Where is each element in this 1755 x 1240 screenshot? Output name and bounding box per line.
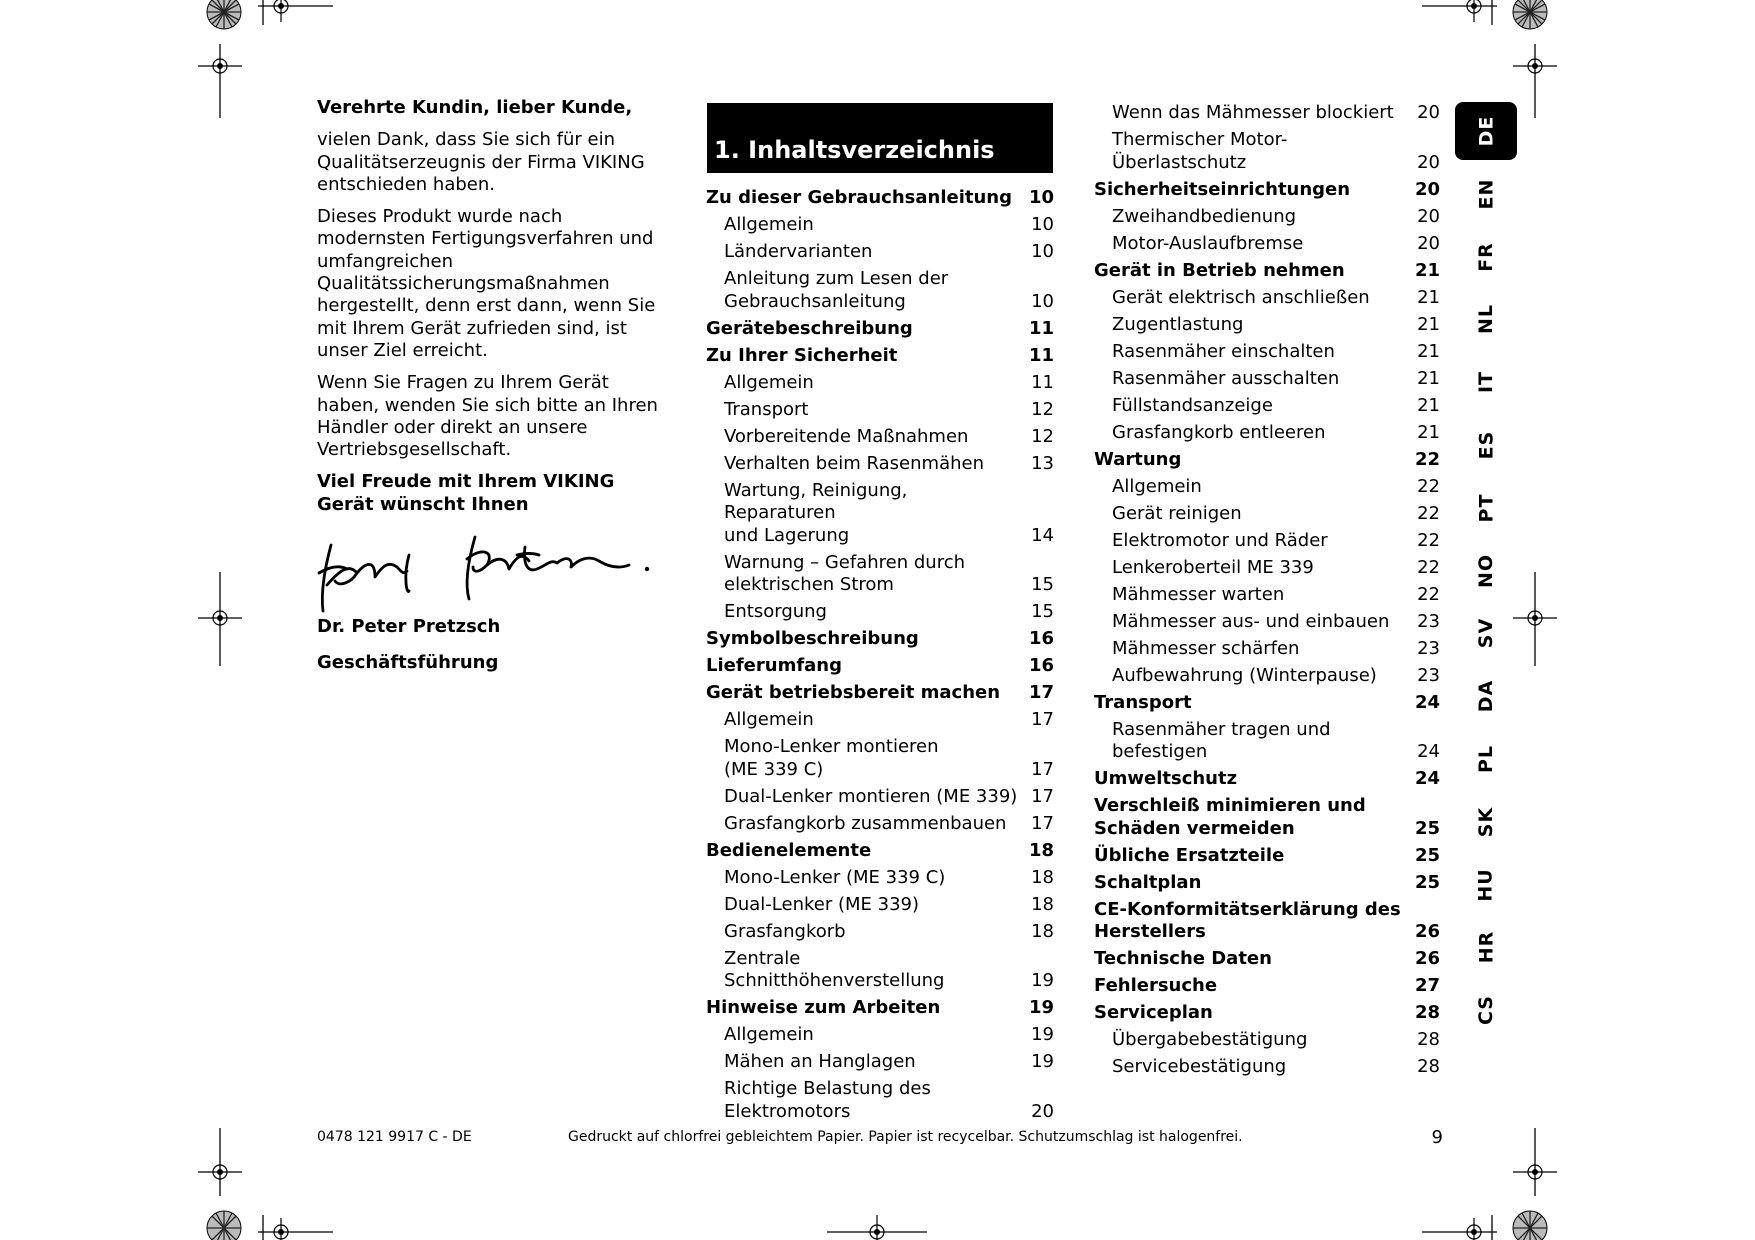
toc-entry-page: 10 (1028, 187, 1054, 208)
toc-entry-page: 22 (1417, 502, 1440, 524)
toc-section (1094, 845, 1440, 868)
toc-entry-label: Motor-Auslaufbremse (1112, 232, 1304, 254)
toc-entry-label: Zweihandbedienung (1112, 205, 1297, 227)
toc-column-2 (1094, 102, 1440, 1083)
language-tabs (1455, 102, 1517, 1112)
toc-entry-label: Servicebestätigung (1112, 1056, 1287, 1077)
toc-entry-label: Thermischer Motor-Überlastschutz (1112, 129, 1288, 173)
toc-entry-page: 11 (1031, 371, 1054, 393)
toc-section (706, 840, 1054, 863)
toc-entry-page: 10 (1031, 241, 1054, 262)
toc-subsection (706, 709, 1054, 732)
toc-subsection (1094, 395, 1440, 418)
toc-entry-label: Übergabebestätigung (1112, 1029, 1308, 1050)
toc-entry-page: 15 (1031, 601, 1054, 622)
toc-subsection (1094, 530, 1440, 553)
language-tab-label: FR (1474, 241, 1497, 272)
toc-section (1094, 872, 1440, 895)
toc-section (1094, 975, 1440, 998)
toc-section (706, 345, 1054, 368)
toc-entry-label: Grasfangkorb entleeren (1112, 421, 1326, 443)
toc-entry-page: 18 (1028, 839, 1054, 861)
language-tab-label: NO (1475, 553, 1497, 588)
toc-entry-label: Dual-Lenker (ME 339) (724, 893, 919, 915)
toc-subsection (1094, 557, 1440, 580)
target-bl-bottom (258, 1218, 333, 1240)
toc-entry-label: Anleitung zum Lesen der Gebrauchsanleitung (724, 268, 949, 312)
letter-paragraph: Dieses Produkt wurde nach modernsten Fertigungsverfahren und umfangreichen Qualitätssicherungsmaßnahmen hergestellt, denn erst dann, wenn Sie mit Ihrem Gerät zufrieden sind, ist unser Ziel erreicht. (317, 206, 656, 361)
toc-entry-label: Zu dieser Gebrauchsanleitung (706, 187, 1012, 208)
toc-section (706, 628, 1054, 651)
toc-entry-page: 28 (1417, 1056, 1440, 1077)
toc-section (1094, 260, 1440, 283)
toc-entry-page: 21 (1417, 421, 1440, 443)
toc-entry-page: 19 (1031, 1051, 1054, 1072)
toc-entry-label: Vorbereitende Maßnahmen (724, 425, 969, 447)
toc-subsection (706, 214, 1054, 237)
toc-entry-label: Fehlersuche (1094, 975, 1218, 996)
toc-entry-page: 19 (1028, 997, 1054, 1018)
language-tab-label: IT (1475, 371, 1497, 394)
toc-entry-page: 21 (1417, 286, 1440, 308)
toc-entry-label: Mähmesser aus- und einbauen (1112, 610, 1390, 632)
toc-entry-label: Allgemein (1112, 475, 1202, 497)
toc-entry-page: 18 (1031, 893, 1054, 915)
toc-entry-label: Mono-Lenker (ME 339 C) (724, 866, 946, 888)
toc-entry-label: Zu Ihrer Sicherheit (706, 344, 898, 366)
toc-entry-page: 10 (1031, 290, 1054, 312)
toc-entry-label: Lenkeroberteil ME 339 (1112, 556, 1314, 578)
toc-entry-page: 24 (1414, 691, 1440, 713)
toc-entry-page: 25 (1414, 817, 1440, 839)
toc-entry-page: 11 (1028, 317, 1054, 339)
language-tab-label: HU (1475, 867, 1497, 902)
toc-subsection (1094, 368, 1440, 391)
toc-column-1 (706, 187, 1054, 1128)
toc-entry-label: Ländervarianten (724, 241, 873, 262)
toc-entry-page: 23 (1417, 664, 1440, 686)
toc-entry-page: 13 (1031, 452, 1054, 474)
toc-entry-label: Mono-Lenker montieren (ME 339 C) (724, 736, 939, 780)
toc-entry-label: Richtige Belastung des Elektromotors (724, 1078, 931, 1122)
toc-subsection (1094, 129, 1440, 174)
toc-entry-label: Rasenmäher einschalten (1112, 340, 1335, 362)
language-tab-no (1455, 542, 1517, 600)
language-tab-label: CS (1474, 995, 1497, 1026)
toc-entry-label: Füllstandsanzeige (1112, 394, 1273, 416)
toc-subsection (1094, 719, 1440, 764)
toc-section (1094, 179, 1440, 202)
toc-subsection (1094, 341, 1440, 364)
toc-entry-label: Gerät in Betrieb nehmen (1094, 259, 1345, 281)
toc-subsection (706, 268, 1054, 313)
toc-section (706, 655, 1054, 678)
toc-entry-label: Entsorgung (724, 601, 827, 622)
toc-entry-page: 26 (1414, 948, 1440, 969)
target-tr-top (1422, 0, 1497, 22)
toc-entry-label: Allgemein (724, 371, 814, 393)
toc-subsection (706, 1051, 1054, 1074)
toc-subsection (706, 894, 1054, 917)
toc-entry-page: 25 (1414, 871, 1440, 893)
toc-entry-page: 19 (1031, 1024, 1054, 1045)
toc-subsection (706, 1078, 1054, 1123)
toc-entry-label: Transport (724, 398, 809, 420)
toc-section (1094, 692, 1440, 715)
toc-entry-page: 28 (1414, 1002, 1440, 1023)
toc-entry-page: 12 (1031, 425, 1054, 447)
toc-entry-label: Zentrale Schnitthöhenverstellung (724, 947, 945, 991)
toc-subsection (706, 813, 1054, 836)
toc-entry-page: 17 (1031, 812, 1054, 834)
handwritten-signature (317, 525, 677, 615)
toc-subsection (1094, 503, 1440, 526)
language-tab-label: SK (1474, 806, 1497, 838)
toc-entry-label: Symbolbeschreibung (706, 628, 919, 649)
toc-subsection (706, 480, 1054, 548)
toc-subsection (1094, 1029, 1440, 1052)
toc-subsection (1094, 611, 1440, 634)
toc-entry-label: Transport (1094, 691, 1192, 713)
star-target-tl (207, 0, 241, 29)
toc-entry-page: 10 (1031, 214, 1054, 235)
language-tab-label: PL (1474, 744, 1497, 774)
toc-subsection (1094, 638, 1440, 661)
toc-entry-page: 22 (1417, 583, 1440, 605)
toc-entry-page: 22 (1417, 556, 1440, 578)
toc-subsection (706, 426, 1054, 449)
toc-entry-page: 20 (1417, 102, 1440, 123)
toc-entry-label: Allgemein (724, 1024, 814, 1045)
toc-section (1094, 899, 1440, 944)
toc-entry-page: 21 (1417, 313, 1440, 335)
toc-subsection (706, 1024, 1054, 1047)
toc-subsection (706, 786, 1054, 809)
toc-subsection (706, 601, 1054, 624)
toc-entry-label: Lieferumfang (706, 655, 843, 676)
toc-entry-page: 18 (1031, 866, 1054, 888)
toc-subsection (1094, 233, 1440, 256)
toc-entry-label: Gerätebeschreibung (706, 317, 913, 339)
toc-entry-label: Schaltplan (1094, 871, 1202, 893)
toc-section (706, 682, 1054, 705)
toc-entry-page: 24 (1417, 741, 1440, 762)
toc-entry-page: 18 (1031, 920, 1054, 942)
toc-entry-label: Rasenmäher tragen und befestigen (1112, 718, 1331, 762)
letter-closing: Viel Freude mit Ihrem VIKING Gerät wünscht Ihnen (317, 471, 615, 515)
toc-entry-label: Bedienelemente (706, 839, 872, 861)
toc-subsection (706, 552, 1054, 597)
toc-entry-page: 20 (1414, 178, 1440, 200)
toc-entry-page: 22 (1417, 529, 1440, 551)
toc-subsection (706, 736, 1054, 781)
toc-section (1094, 795, 1440, 840)
toc-subsection (706, 921, 1054, 944)
letter-paragraph: Wenn Sie Fragen zu Ihrem Gerät haben, wenden Sie sich bitte an Ihren Händler oder direkt an unsere Vertriebsgesellschaft. (317, 372, 658, 461)
welcome-letter (317, 97, 667, 526)
toc-entry-label: Verhalten beim Rasenmähen (724, 452, 984, 474)
language-tab-pl (1455, 730, 1517, 788)
toc-subsection (706, 399, 1054, 422)
toc-subsection (1094, 206, 1440, 229)
toc-entry-page: 20 (1417, 151, 1440, 173)
toc-entry-page: 23 (1417, 637, 1440, 659)
toc-entry-page: 19 (1031, 970, 1054, 991)
toc-subsection (1094, 665, 1440, 688)
toc-entry-page: 27 (1414, 975, 1440, 996)
toc-section (706, 187, 1054, 210)
toc-subsection (1094, 422, 1440, 445)
toc-section (1094, 768, 1440, 791)
language-tab-cs (1455, 981, 1517, 1039)
toc-subsection (1094, 584, 1440, 607)
toc-entry-page: 21 (1417, 367, 1440, 389)
target-br-bottom (1422, 1218, 1497, 1240)
star-target-bl (207, 1211, 241, 1240)
paper-note: Gedruckt auf chlorfrei gebleichtem Papier. Papier ist recycelbar. Schutzumschlag ist halogenfrei. (568, 1129, 1243, 1145)
toc-subsection (1094, 476, 1440, 499)
toc-entry-label: Sicherheitseinrichtungen (1094, 178, 1351, 200)
toc-subsection (1094, 1056, 1440, 1079)
language-tab-label: DE (1474, 115, 1497, 147)
language-tab-label: SV (1474, 618, 1497, 649)
toc-entry-page: 16 (1028, 655, 1054, 676)
toc-entry-label: Gerät reinigen (1112, 502, 1242, 524)
toc-entry-page: 17 (1031, 758, 1054, 780)
language-tab-pt (1455, 479, 1517, 537)
language-tab-hu (1455, 856, 1517, 914)
toc-entry-page: 14 (1031, 524, 1054, 546)
toc-entry-page: 12 (1031, 398, 1054, 420)
toc-entry-page: 17 (1028, 682, 1054, 703)
language-tab-de (1455, 102, 1517, 160)
document-code: 0478 121 9917 C - DE (317, 1129, 472, 1145)
language-tab-fr (1455, 228, 1517, 286)
toc-entry-label: Technische Daten (1094, 948, 1272, 969)
page-number: 9 (1431, 1127, 1443, 1148)
toc-entry-page: 17 (1031, 785, 1054, 807)
language-tab-es (1455, 416, 1517, 474)
language-tab-label: EN (1474, 178, 1497, 210)
toc-entry-page: 11 (1028, 344, 1054, 366)
toc-entry-label: Allgemein (724, 709, 814, 730)
toc-entry-label: Warnung – Gefahren durch elektrischen Strom (724, 551, 966, 595)
toc-entry-page: 21 (1417, 394, 1440, 416)
toc-entry-page: 22 (1414, 448, 1440, 470)
language-tab-label: PT (1474, 493, 1497, 523)
toc-entry-page: 20 (1031, 1100, 1054, 1122)
signer-name: Dr. Peter Pretzsch (317, 616, 501, 637)
language-tab-label: DA (1474, 679, 1497, 713)
toc-entry-label: Wenn das Mähmesser blockiert (1112, 102, 1394, 123)
toc-entry-label: Aufbewahrung (Winterpause) (1112, 664, 1377, 686)
target-bottom-center (827, 1215, 927, 1240)
toc-entry-label: Serviceplan (1094, 1002, 1213, 1023)
letter-greeting: Verehrte Kundin, lieber Kunde, (317, 97, 633, 118)
language-tab-label: NL (1474, 304, 1497, 335)
toc-entry-label: Umweltschutz (1094, 768, 1238, 789)
toc-entry-page: 21 (1414, 259, 1440, 281)
toc-entry-page: 20 (1417, 205, 1440, 227)
letter-paragraph: vielen Dank, dass Sie sich für ein Qualitätserzeugnis der Firma VIKING entschieden haben. (317, 129, 645, 195)
toc-title: 1. Inhaltsverzeichnis (707, 103, 1053, 173)
toc-entry-label: Elektromotor und Räder (1112, 529, 1328, 551)
language-tab-nl (1455, 290, 1517, 348)
toc-entry-page: 28 (1417, 1029, 1440, 1050)
toc-entry-label: Übliche Ersatzteile (1094, 844, 1285, 866)
toc-subsection (1094, 314, 1440, 337)
toc-entry-label: Gerät betriebsbereit machen (706, 682, 1001, 703)
language-tab-en (1455, 165, 1517, 223)
toc-entry-label: Grasfangkorb (724, 920, 846, 942)
signer-role: Geschäftsführung (317, 652, 499, 673)
language-tab-label: ES (1474, 430, 1497, 460)
toc-entry-label: Mähen an Hanglagen (724, 1051, 916, 1072)
language-tab-it (1455, 353, 1517, 411)
toc-entry-page: 20 (1417, 232, 1440, 254)
toc-entry-page: 21 (1417, 340, 1440, 362)
toc-entry-page: 17 (1031, 709, 1054, 730)
toc-section (706, 997, 1054, 1020)
target-tl-top (258, 0, 333, 22)
toc-section (706, 318, 1054, 341)
toc-entry-label: Mähmesser schärfen (1112, 637, 1300, 659)
language-tab-sk (1455, 793, 1517, 851)
star-target-br (1513, 1211, 1547, 1240)
toc-subsection (706, 453, 1054, 476)
toc-subsection (1094, 287, 1440, 310)
toc-subsection (1094, 102, 1440, 125)
toc-entry-label: Zugentlastung (1112, 313, 1244, 335)
star-target-tr (1513, 0, 1547, 29)
toc-subsection (706, 372, 1054, 395)
toc-entry-label: CE-Konformitätserklärung des Herstellers (1094, 898, 1401, 942)
toc-entry-label: Wartung (1094, 448, 1182, 470)
toc-entry-page: 15 (1031, 574, 1054, 595)
toc-entry-label: Grasfangkorb zusammenbauen (724, 812, 1007, 834)
toc-subsection (706, 241, 1054, 264)
toc-entry-label: Gerät elektrisch anschließen (1112, 286, 1370, 308)
toc-entry-label: Wartung, Reinigung, Reparaturen und Lagerung (724, 479, 908, 546)
toc-subsection (706, 948, 1054, 993)
language-tab-label: HR (1474, 931, 1497, 964)
toc-entry-label: Mähmesser warten (1112, 583, 1285, 605)
toc-section (1094, 1002, 1440, 1025)
toc-entry-label: Allgemein (724, 214, 814, 235)
toc-entry-page: 23 (1417, 610, 1440, 632)
toc-entry-label: Rasenmäher ausschalten (1112, 367, 1340, 389)
toc-entry-page: 22 (1417, 475, 1440, 497)
language-tab-da (1455, 667, 1517, 725)
toc-entry-page: 25 (1414, 844, 1440, 866)
language-tab-hr (1455, 918, 1517, 976)
toc-section (1094, 948, 1440, 971)
language-tab-sv (1455, 604, 1517, 662)
toc-entry-page: 26 (1414, 921, 1440, 942)
toc-entry-label: Dual-Lenker montieren (ME 339) (724, 785, 1018, 807)
toc-entry-page: 16 (1028, 628, 1054, 649)
toc-entry-label: Verschleiß minimieren und Schäden vermeiden (1094, 795, 1366, 839)
toc-entry-label: Hinweise zum Arbeiten (706, 997, 941, 1018)
toc-entry-page: 24 (1414, 768, 1440, 789)
toc-subsection (706, 867, 1054, 890)
toc-section (1094, 449, 1440, 472)
